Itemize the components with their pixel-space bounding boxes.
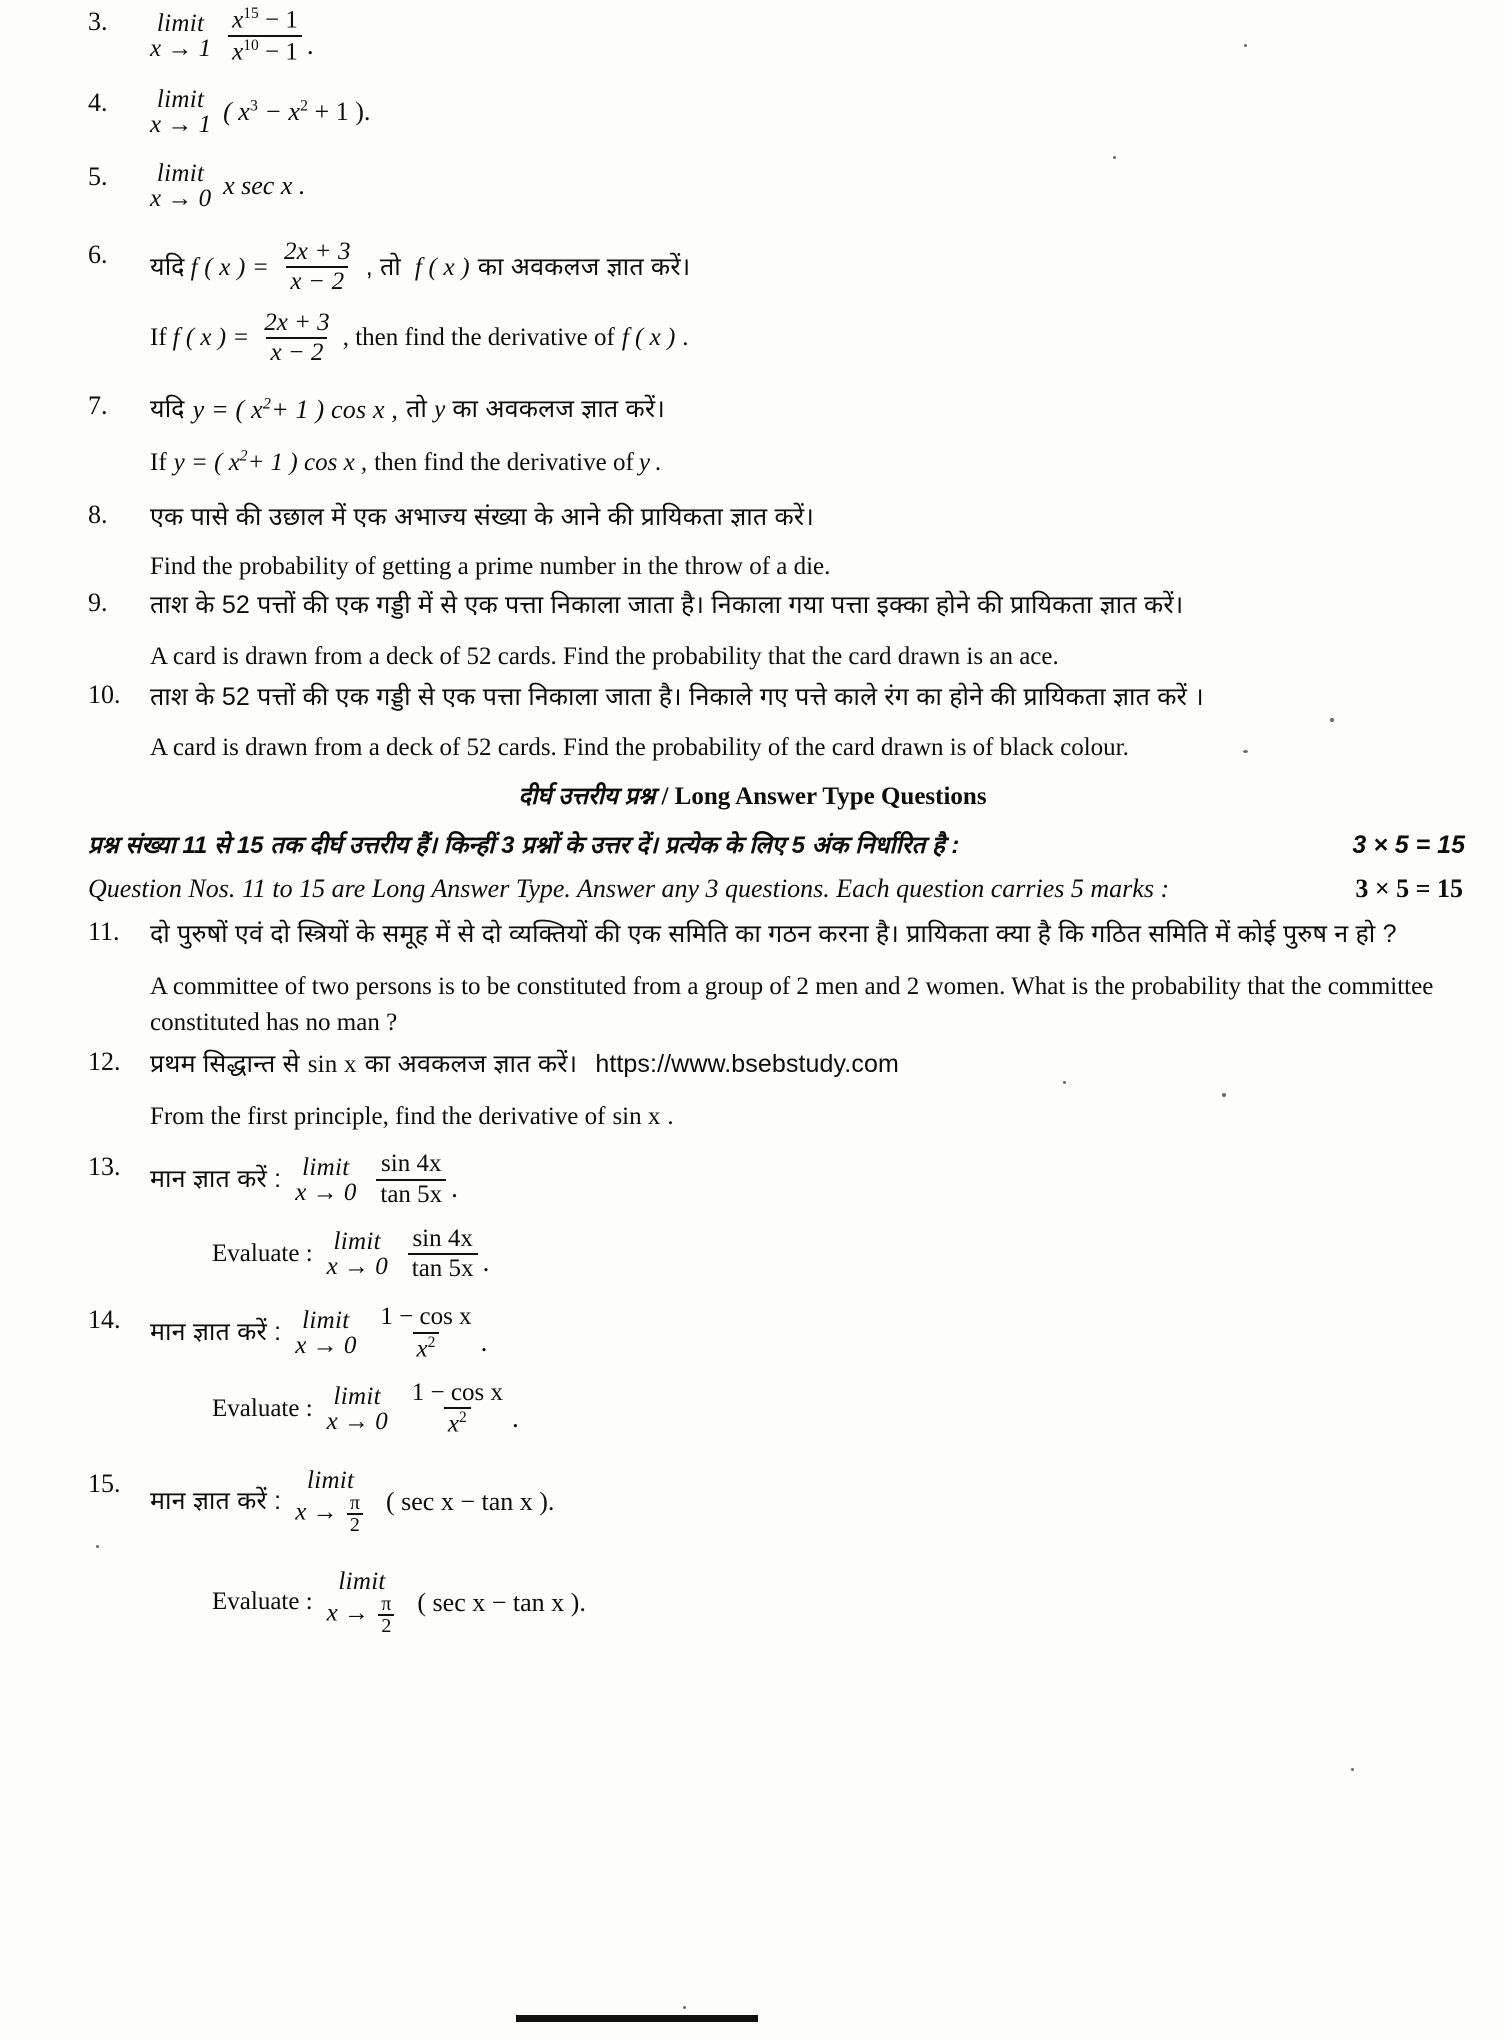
question-body: [150, 499, 1465, 585]
limit-operator: [150, 11, 211, 61]
fraction-numerator: 2x + 3: [284, 238, 351, 266]
hindi-middle: , तो: [365, 252, 401, 281]
pi-numerator: π: [381, 1592, 392, 1615]
instruction-english: [0, 871, 1505, 908]
question-number: 6.: [88, 240, 108, 270]
limit-expression: [150, 87, 1465, 137]
scan-speck: [1113, 156, 1116, 159]
question-6: [0, 239, 1505, 366]
question-english: [150, 310, 1465, 367]
hindi-suffix: का अवकलज ज्ञात करें।: [477, 252, 691, 281]
question-english: [150, 1099, 1465, 1135]
section-heading-hindi: दीर्घ उत्तरीय प्रश्न: [518, 782, 656, 810]
expr-mid: − x: [264, 97, 300, 127]
english-suffix: then find the derivative of: [374, 449, 634, 477]
english-middle: , then find the derivative of: [342, 323, 615, 351]
question-body: [150, 390, 1465, 481]
fraction-denominator: tan 5x: [408, 1253, 478, 1282]
expr-close: + 1 ) cos x ,: [271, 395, 399, 425]
limit-word: limit: [302, 1153, 350, 1181]
english-prefix: If: [150, 323, 167, 351]
fraction-denominator: tan 5x: [376, 1179, 446, 1208]
trailing-period: .: [306, 30, 314, 61]
numerator-tail: − 1: [264, 6, 298, 34]
watermark-url[interactable]: https://www.bsebstudy.com: [595, 1049, 899, 1078]
polynomial-expression: [223, 97, 370, 127]
fraction: [408, 1226, 478, 1283]
hindi-prefix: यदि: [150, 394, 185, 423]
question-english: [150, 1380, 1465, 1438]
denominator-base: x: [232, 37, 244, 65]
fraction-numerator: 1 − cos x: [411, 1379, 503, 1407]
section-heading: [0, 779, 1505, 812]
limit-bound: x → 0: [150, 185, 212, 213]
scan-speck: [1063, 1081, 1066, 1084]
question-hindi: [150, 1151, 1465, 1208]
fraction: [228, 6, 302, 65]
function-notation-2: f ( x ): [621, 323, 676, 351]
question-english: [150, 445, 1465, 481]
expr-open: ( x: [223, 97, 250, 127]
expr-close: + 1 ) cos x ,: [247, 449, 368, 477]
denominator-exponent: 2: [459, 1409, 467, 1427]
english-label: Evaluate :: [212, 1239, 313, 1267]
question-hindi: ताश के 52 पत्तों की एक गड्डी से एक पत्ता निकाला जाता है। निकाले गए पत्ते काले रंग का होने की प्रायिकता ज्ञात करें ।: [150, 682, 1204, 711]
limit-bound: x → 0: [326, 1253, 388, 1281]
section-heading-english: Long Answer Type Questions: [674, 782, 987, 810]
limit-arrow: x →: [295, 1498, 338, 1526]
question-body: [150, 587, 1465, 675]
limit-word: limit: [333, 1228, 381, 1256]
question-number: 14.: [88, 1305, 121, 1335]
expression: ( sec x − tan x ).: [417, 1587, 586, 1617]
hindi-label: मान ज्ञात करें :: [150, 1164, 282, 1193]
english-end: .: [667, 1103, 674, 1131]
question-number: 12.: [88, 1046, 121, 1076]
scan-speck: [96, 1545, 99, 1548]
scan-speck: [1330, 718, 1334, 722]
question-english: [150, 1569, 1465, 1636]
scan-speck: [1243, 750, 1248, 753]
question-number: 3.: [88, 7, 108, 36]
expr-exponent-2: 2: [299, 97, 309, 115]
expression: [174, 445, 368, 481]
question-14: [0, 1304, 1505, 1438]
fraction: [260, 310, 333, 367]
expression: x sec x .: [223, 171, 306, 201]
hindi-prefix: यदि: [150, 252, 185, 281]
limit-bound: [295, 1493, 366, 1535]
question-10: [0, 679, 1505, 767]
question-english: A card is drawn from a deck of 52 cards. Find the probability that the card drawn is an ace.: [150, 642, 1059, 670]
hindi-prefix: प्रथम सिद्धान्त से: [150, 1049, 300, 1078]
exam-page: [0, 6, 1505, 2040]
expr-exponent-1: 3: [249, 97, 258, 115]
limit-expression: [150, 161, 1465, 211]
expr-open: y = ( x: [192, 395, 263, 425]
expression: ( sec x − tan x ).: [385, 1486, 555, 1516]
expr-close: + 1 ).: [314, 97, 371, 127]
question-number: 10.: [88, 679, 121, 709]
question-english: A committee of two persons is to be constituted from a group of 2 men and 2 women. What is the probability that the committee constituted has no man ?: [150, 973, 1434, 1037]
english-end: .: [654, 449, 662, 477]
fraction-denominator: [413, 1332, 440, 1363]
scan-speck: [1351, 1768, 1354, 1771]
math-expression: sin x: [612, 1103, 661, 1131]
question-12: [0, 1046, 1505, 1136]
pi-numerator: π: [349, 1491, 360, 1514]
english-prefix: If: [150, 449, 167, 477]
instruction-english-text: Question Nos. 11 to 15 are Long Answer Type. Answer any 3 questions. Each question carries 5 marks :: [88, 873, 1170, 903]
english-label: Evaluate :: [212, 1588, 313, 1616]
question-number: 13.: [88, 1152, 121, 1182]
trailing-period: .: [451, 1172, 458, 1203]
limit-bound: x → 0: [326, 1408, 388, 1436]
limit-bound: x → 1: [150, 111, 212, 139]
question-body: [150, 161, 1465, 211]
question-hindi: [150, 1468, 1465, 1535]
pi-denominator: 2: [347, 1513, 363, 1535]
limit-word: limit: [156, 9, 205, 37]
scan-speck: [1222, 1093, 1226, 1097]
instruction-english-marks: 3 × 5 = 15: [1355, 873, 1463, 903]
expr-exponent: 2: [262, 395, 272, 413]
question-hindi: ताश के 52 पत्तों की एक गड्डी में से एक पत्ता निकाला जाता है। निकाला गया पत्ता इक्का होने की प्रायिकता ज्ञात करें।: [150, 591, 1184, 620]
trailing-period: .: [480, 1327, 488, 1358]
question-hindi: [150, 390, 1465, 429]
question-5: [0, 161, 1505, 211]
limit-operator: [150, 161, 211, 211]
limit-word: limit: [156, 86, 205, 114]
limit-arrow: x →: [326, 1599, 370, 1627]
denominator-exponent: 2: [427, 1333, 436, 1351]
numerator-base: x: [232, 6, 244, 34]
section-heading-separator: /: [655, 782, 675, 810]
question-english: [150, 1226, 1465, 1283]
question-hindi: दो पुरुषों एवं दो स्त्रियों के समूह में से दो व्यक्तियों की एक समिति का गठन करना है। प्रायिकता क्या है कि गठित समिति में कोई पुरुष न हो ?: [150, 919, 1397, 948]
english-label: Evaluate :: [212, 1394, 313, 1422]
limit-word: limit: [156, 160, 205, 188]
question-7: [0, 390, 1505, 481]
limit-word: limit: [302, 1307, 350, 1335]
fraction-numerator: [228, 6, 302, 35]
fraction-numerator: 2x + 3: [264, 308, 330, 336]
question-number: 15.: [88, 1468, 121, 1498]
instruction-hindi-text: प्रश्न संख्या 11 से 15 तक दीर्घ उत्तरीय हैं। किन्हीं 3 प्रश्नों के उत्तर दें। प्रत्येक के लिए 5 अंक निर्धारित है :: [88, 831, 960, 859]
question-hindi: [150, 239, 1465, 296]
hindi-suffix: का अवकलज ज्ञात करें।: [452, 394, 666, 423]
trailing-period: .: [511, 1402, 519, 1433]
denominator-base: x: [416, 1334, 428, 1362]
limit-operator: [327, 1569, 398, 1636]
question-4: [0, 87, 1505, 137]
question-body: [150, 1468, 1465, 1636]
hindi-label: मान ज्ञात करें :: [150, 1486, 282, 1515]
pi-over-two: [378, 1594, 394, 1636]
question-body: [150, 916, 1465, 1042]
function-notation: f ( x ) =: [190, 253, 270, 281]
question-8: [0, 499, 1505, 585]
fraction-denominator: x − 2: [286, 266, 348, 295]
limit-operator: [295, 1308, 356, 1358]
limit-operator: [295, 1155, 356, 1205]
expression: [193, 390, 398, 429]
english-prefix: From the first principle, find the derivative of: [150, 1103, 606, 1131]
limit-operator: [150, 87, 211, 137]
pi-denominator: 2: [378, 1614, 394, 1636]
scan-speck: [683, 2006, 686, 2009]
question-body: [150, 6, 1465, 65]
fraction-numerator: sin 4x: [381, 1150, 442, 1178]
numerator-exponent: 15: [243, 5, 259, 22]
question-hindi: [150, 1046, 1465, 1084]
question-number: 7.: [88, 391, 108, 421]
question-hindi: [150, 1304, 1465, 1362]
question-11: [0, 916, 1505, 1042]
footer-rule: [516, 2015, 758, 2022]
fraction-denominator: [228, 35, 302, 66]
question-body: [150, 1046, 1465, 1136]
question-body: [150, 1151, 1465, 1282]
question-english: Find the probability of getting a prime number in the throw of a die.: [150, 552, 831, 580]
question-number: 4.: [88, 88, 108, 118]
limit-operator: [327, 1229, 388, 1279]
denominator-exponent: 10: [243, 36, 259, 54]
limit-bound: x → 1: [150, 34, 212, 62]
question-body: [150, 239, 1465, 366]
fraction-denominator: x − 2: [266, 337, 327, 366]
question-13: [0, 1151, 1505, 1282]
pi-over-two: [347, 1493, 363, 1535]
expr-exponent: 2: [239, 447, 248, 465]
question-number: 9.: [88, 588, 108, 618]
limit-bound: x → 0: [295, 1332, 357, 1360]
limit-operator: [327, 1384, 388, 1434]
question-english: A card is drawn from a deck of 52 cards. Find the probability of the card drawn is of black colour.: [150, 734, 1129, 762]
fraction-numerator: sin 4x: [412, 1224, 473, 1252]
denominator-tail: − 1: [264, 37, 298, 65]
fraction: [376, 1151, 446, 1208]
trailing-period: .: [482, 1247, 490, 1278]
hindi-middle: तो: [406, 394, 428, 423]
function-notation: f ( x ) =: [172, 323, 250, 351]
fraction-denominator: [444, 1407, 471, 1438]
expr-open: y = ( x: [173, 449, 240, 477]
fraction: [408, 1380, 507, 1438]
question-number: 11.: [88, 916, 120, 946]
hindi-suffix: का अवकलज ज्ञात करें।: [364, 1049, 578, 1078]
question-number: 5.: [88, 162, 108, 192]
question-body: [150, 87, 1465, 137]
function-notation-2: f ( x ): [414, 253, 470, 281]
math-expression: sin x: [307, 1050, 357, 1078]
limit-operator: [295, 1468, 366, 1535]
question-hindi: एक पासे की उछाल में एक अभाज्य संख्या के आने की प्रायिकता ज्ञात करें।: [150, 503, 814, 532]
limit-word: limit: [306, 1466, 355, 1494]
variable: y: [434, 395, 446, 423]
limit-expression: [150, 6, 1465, 65]
scan-speck: [1244, 44, 1247, 47]
fraction: [376, 1304, 475, 1362]
instruction-hindi: [0, 828, 1505, 861]
question-9: [0, 587, 1505, 675]
english-end: .: [682, 323, 689, 351]
limit-word: limit: [333, 1383, 381, 1411]
question-15: [0, 1468, 1505, 1636]
denominator-base: x: [447, 1410, 460, 1438]
limit-bound: x → 0: [295, 1178, 357, 1206]
hindi-label: मान ज्ञात करें :: [150, 1318, 282, 1347]
question-body: [150, 1304, 1465, 1438]
fraction: [280, 239, 355, 296]
question-number: 8.: [88, 500, 108, 530]
question-3: [0, 6, 1505, 65]
limit-bound: [327, 1594, 398, 1636]
variable: y: [638, 449, 650, 477]
instruction-hindi-marks: 3 × 5 = 15: [1352, 830, 1465, 859]
limit-word: limit: [338, 1567, 386, 1595]
fraction-numerator: 1 − cos x: [380, 1303, 472, 1331]
question-body: [150, 679, 1465, 767]
